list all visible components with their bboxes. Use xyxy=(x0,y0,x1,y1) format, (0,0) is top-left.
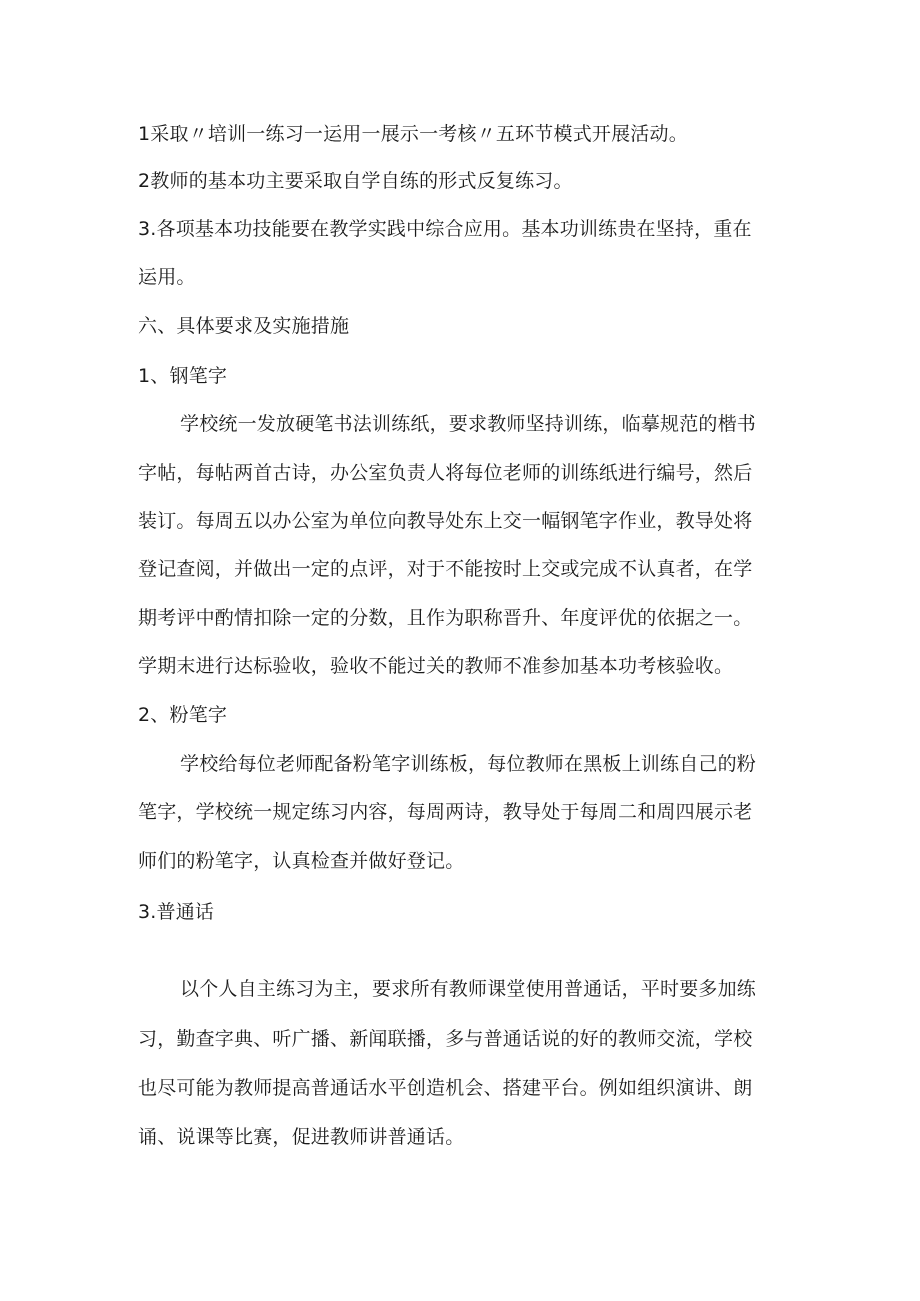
text-line: 1采取〃培训一练习一运用一展示一考核〃五环节模式开展活动。 xyxy=(138,123,688,145)
subsection-heading: 3.普通话 xyxy=(138,901,215,923)
text-line: 3.各项基本功技能要在教学实践中综合应用。基本功训练贵在坚持，重在 xyxy=(138,218,752,240)
subsection-heading: 1、钢笔字 xyxy=(138,365,228,387)
text-line: 习，勤查字典、听广播、新闻联播，多与普通话说的好的教师交流，学校 xyxy=(138,1028,753,1050)
text-line: 运用。 xyxy=(138,266,196,288)
text-line: 登记查阅，并做出一定的点评，对于不能按时上交或完成不认真者，在学 xyxy=(138,558,753,580)
subsection-heading: 2、粉笔字 xyxy=(138,704,228,726)
text-line: 也尽可能为教师提高普通话水平创造机会、搭建平台。例如组织演讲、朗 xyxy=(138,1077,753,1099)
text-line: 学校给每位老师配备粉笔字训练板，每位教师在黑板上训练自己的粉 xyxy=(180,753,757,775)
text-line: 以个人自主练习为主，要求所有教师课堂使用普通话，平时要多加练 xyxy=(180,978,757,1000)
text-line: 期考评中酌情扣除一定的分数，且作为职称晋升、年度评优的依据之一。 xyxy=(138,607,753,629)
text-line: 诵、说课等比赛，促进教师讲普通话。 xyxy=(138,1126,465,1148)
section-heading: 六、具体要求及实施措施 xyxy=(138,315,350,337)
text-line: 学校统一发放硬笔书法训练纸，要求教师坚持训练，临摹规范的楷书 xyxy=(180,413,757,435)
text-line: 装订。每周五以办公室为单位向教导处东上交一幅钢笔字作业，教导处将 xyxy=(138,510,753,532)
text-line: 2教师的基本功主要采取自学自练的形式反复练习。 xyxy=(138,170,573,192)
text-line: 字帖，每帖两首古诗，办公室负责人将每位老师的训练纸进行编号，然后 xyxy=(138,462,753,484)
text-line: 笔字，学校统一规定练习内容，每周两诗，教导处于每周二和周四展示老 xyxy=(138,801,753,823)
text-line: 学期末进行达标验收，验收不能过关的教师不准参加基本功考核验收。 xyxy=(138,655,734,677)
text-line: 师们的粉笔字，认真检查并做好登记。 xyxy=(138,850,465,872)
